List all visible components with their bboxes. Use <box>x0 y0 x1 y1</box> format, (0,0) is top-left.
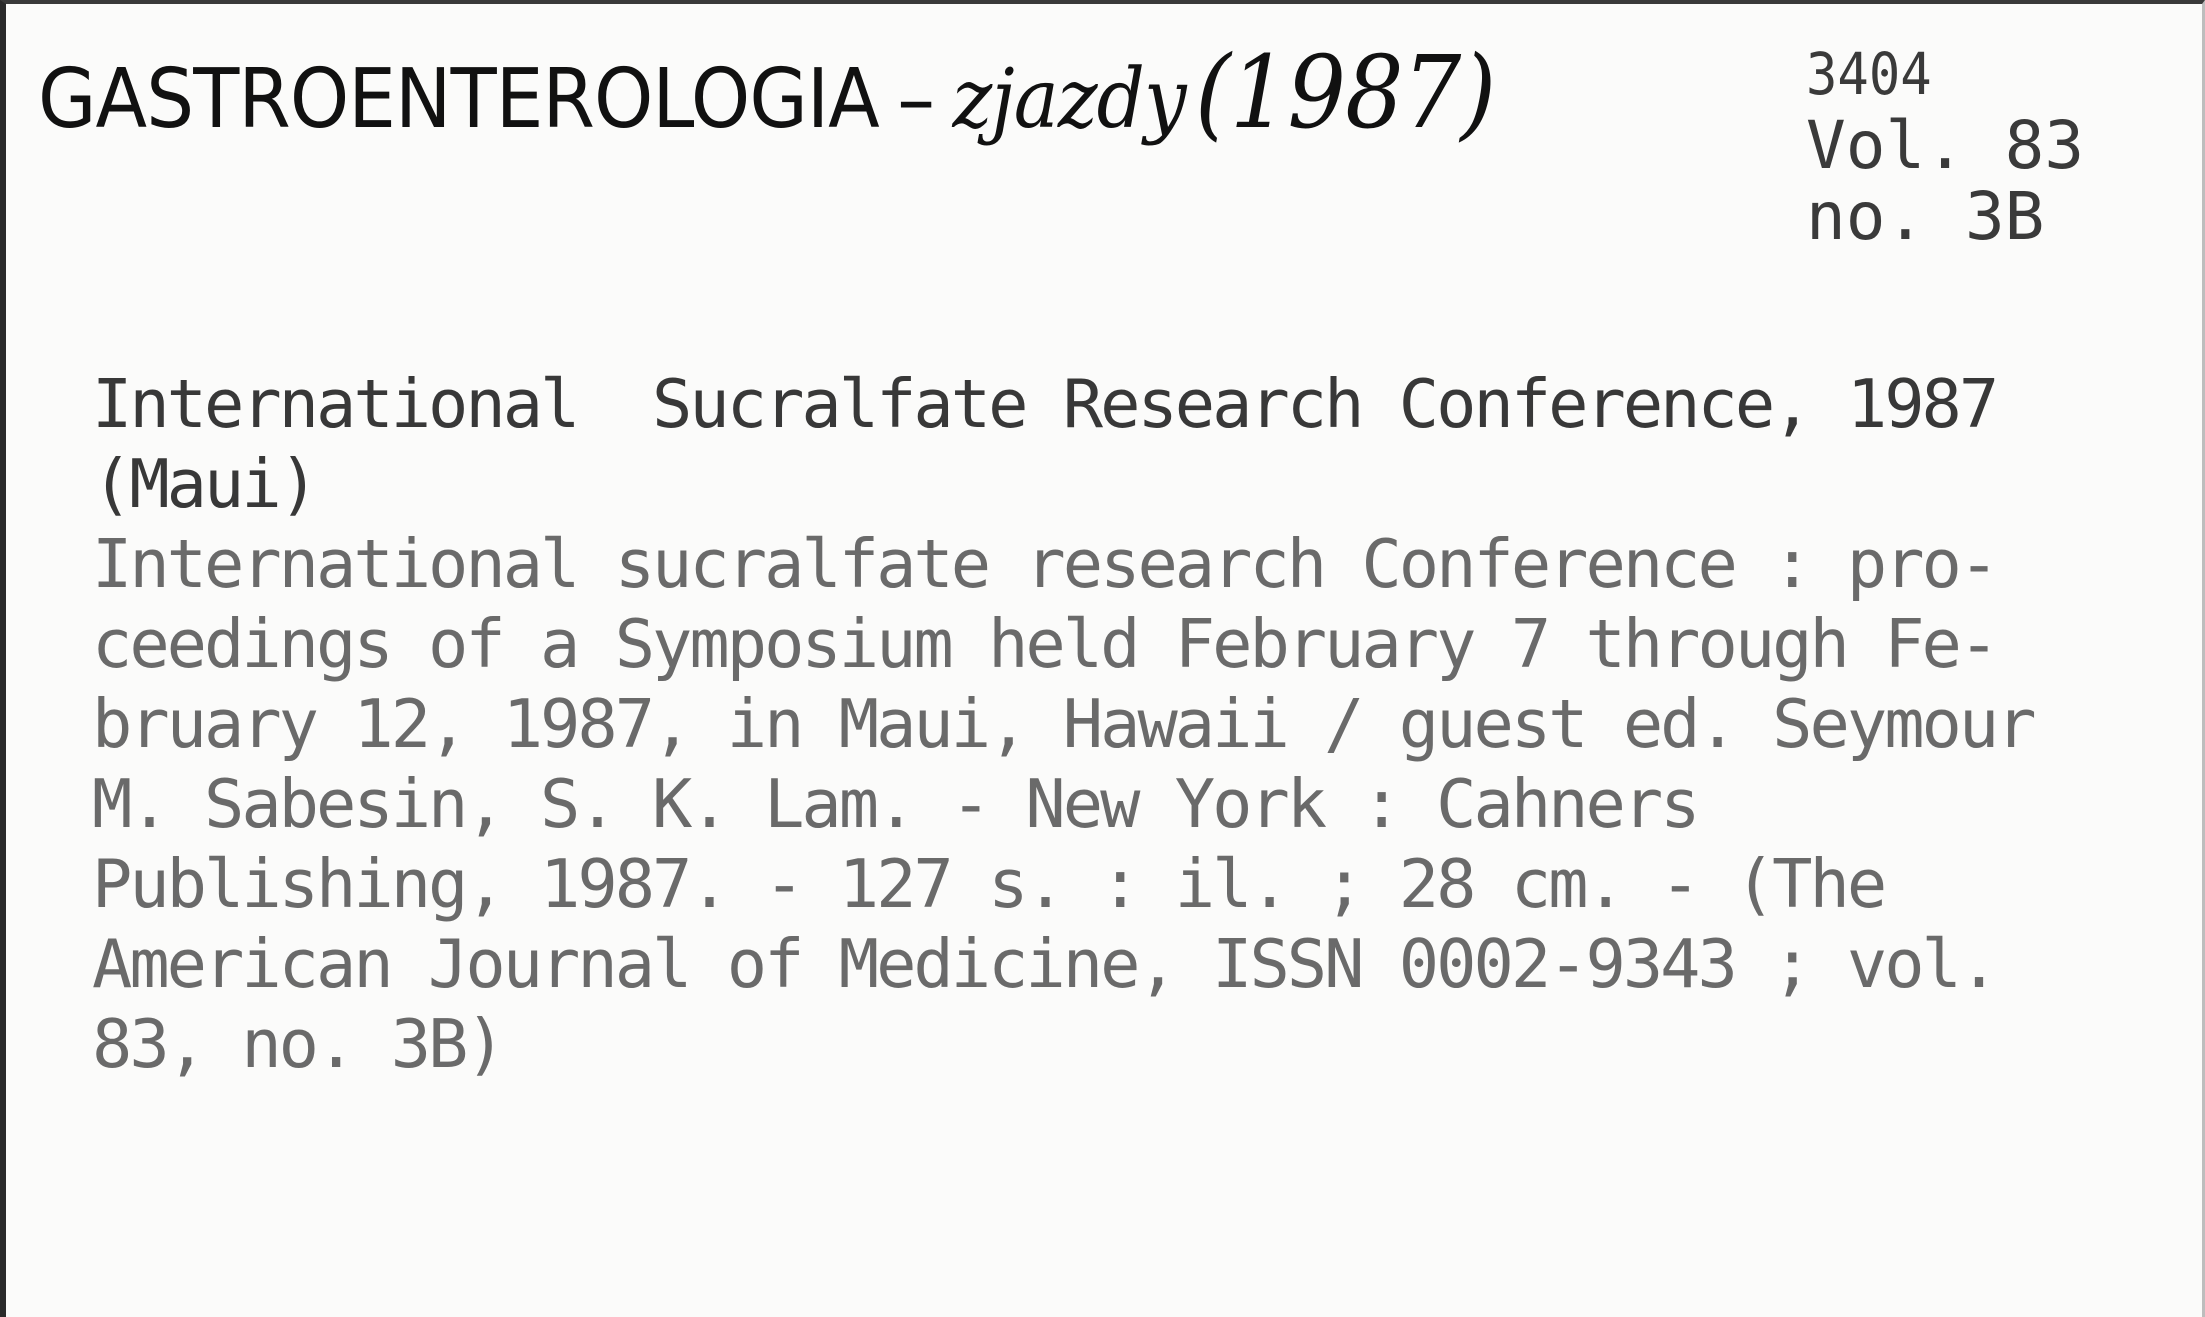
heading-separator: – <box>897 52 935 147</box>
description-line: ceedings of a Symposium held February 7 through Fe- <box>92 605 1997 683</box>
description-line: Publishing, 1987. - 127 s. : il. ; 28 cm. - (The <box>92 845 1885 923</box>
description-line: International sucralfate research Conference : pro- <box>92 525 1997 603</box>
bibliographic-entry <box>92 364 2152 1084</box>
description-line: 83, no. 3B) <box>92 1005 503 1083</box>
description-line: American Journal of Medicine, ISSN 0002-9343 ; vol. <box>92 925 1997 1003</box>
heading-year: (1987) <box>1194 34 1496 151</box>
subject-heading <box>38 34 1495 151</box>
call-number-issue: no. 3B <box>1806 178 2045 256</box>
heading-subject: GASTROENTEROLOGIA <box>38 52 879 147</box>
main-entry-line: (Maui) <box>92 445 317 523</box>
description-line: M. Sabesin, S. K. Lam. - New York : Cahners <box>92 765 1698 843</box>
description-line: bruary 12, 1987, in Maui, Hawaii / guest ed. Seymour <box>92 685 2034 763</box>
call-number-volume: Vol. 83 <box>1806 106 2085 184</box>
main-entry-line: International Sucralfate Research Conference, 1987 <box>92 365 1997 443</box>
call-number <box>1806 40 2085 256</box>
call-number-id: 3404 <box>1806 40 1932 108</box>
heading-subdivision: zjazdy <box>952 52 1186 147</box>
